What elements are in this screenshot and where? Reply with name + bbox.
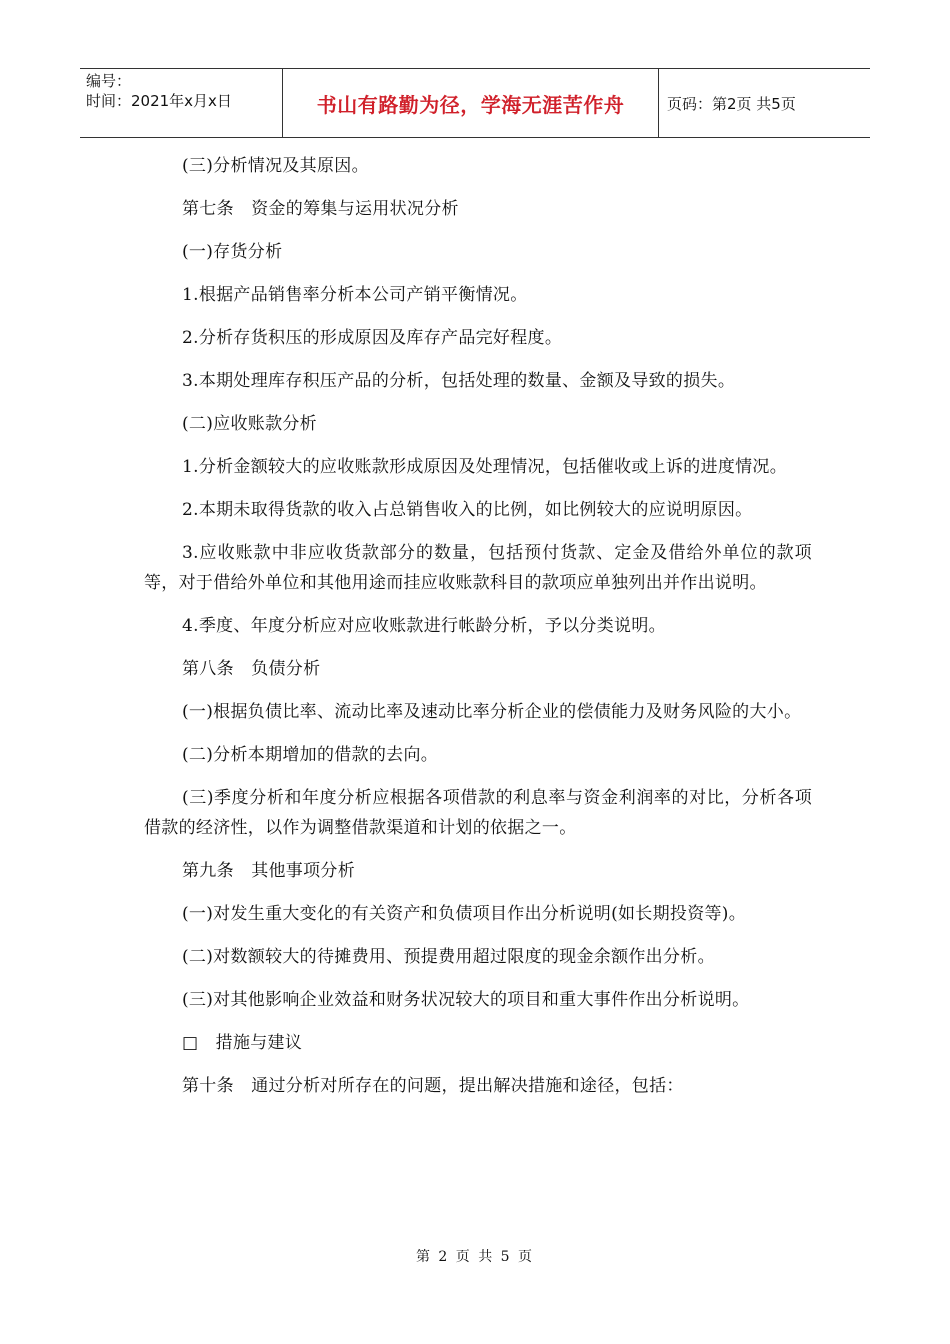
paragraph: 4.季度、年度分析应对应收账款进行帐龄分析，予以分类说明。	[182, 616, 666, 636]
paragraph: 1.根据产品销售率分析本公司产销平衡情况。	[182, 285, 528, 305]
paragraph: 2.本期未取得货款的收入占总销售收入的比例，如比例较大的应说明原因。	[182, 500, 753, 520]
paragraph: (一)存货分析	[182, 242, 283, 262]
document-number-label: 编号：	[86, 72, 132, 90]
paragraph: (二)分析本期增加的借款的去向。	[182, 745, 439, 765]
document-body	[144, 151, 812, 1114]
header-motto: 书山有路勤为径，学海无涯苦作舟	[282, 69, 659, 137]
paragraph: (二)应收账款分析	[182, 414, 317, 434]
page-header	[80, 68, 870, 138]
paragraph: (三)分析情况及其原因。	[182, 156, 369, 176]
paragraph: (一)根据负债比率、流动比率及速动比率分析企业的偿债能力及财务风险的大小。	[182, 702, 802, 722]
header-page-info: 页码：第2页 共5页	[667, 94, 796, 113]
document-time-label: 时间：2021年x月x日	[86, 92, 232, 110]
paragraph: 2.分析存货积压的形成原因及库存产品完好程度。	[182, 328, 563, 348]
section-heading: 第七条 资金的筹集与运用状况分析	[182, 199, 459, 219]
paragraph: 3.本期处理库存积压产品的分析，包括处理的数量、金额及导致的损失。	[182, 371, 736, 391]
paragraph: (一)对发生重大变化的有关资产和负债项目作出分析说明(如长期投资等)。	[182, 904, 747, 924]
paragraph: (三)季度分析和年度分析应根据各项借款的利息率与资金利润率的对比，分析各项借款的经济性，以作为调整借款渠道和计划的依据之一。	[144, 788, 812, 838]
paragraph: 1.分析金额较大的应收账款形成原因及处理情况，包括催收或上诉的进度情况。	[182, 457, 788, 477]
paragraph: (二)对数额较大的待摊费用、预提费用超过限度的现金余额作出分析。	[182, 947, 715, 967]
paragraph: (三)对其他影响企业效益和财务状况较大的项目和重大事件作出分析说明。	[182, 990, 750, 1010]
page-footer: 第 2 页 共 5 页	[415, 1249, 535, 1265]
section-heading: 第八条 负债分析	[182, 659, 321, 679]
section-heading: 第九条 其他事项分析	[182, 861, 355, 881]
header-meta	[80, 69, 282, 137]
paragraph: 3.应收账款中非应收货款部分的数量，包括预付货款、定金及借给外单位的款项等，对于借给外单位和其他用途而挂应收账款科目的款项应单独列出并作出说明。	[144, 543, 812, 593]
paragraph: 第十条 通过分析对所存在的问题，提出解决措施和途径，包括：	[182, 1076, 684, 1096]
section-heading: □ 措施与建议	[182, 1033, 303, 1053]
